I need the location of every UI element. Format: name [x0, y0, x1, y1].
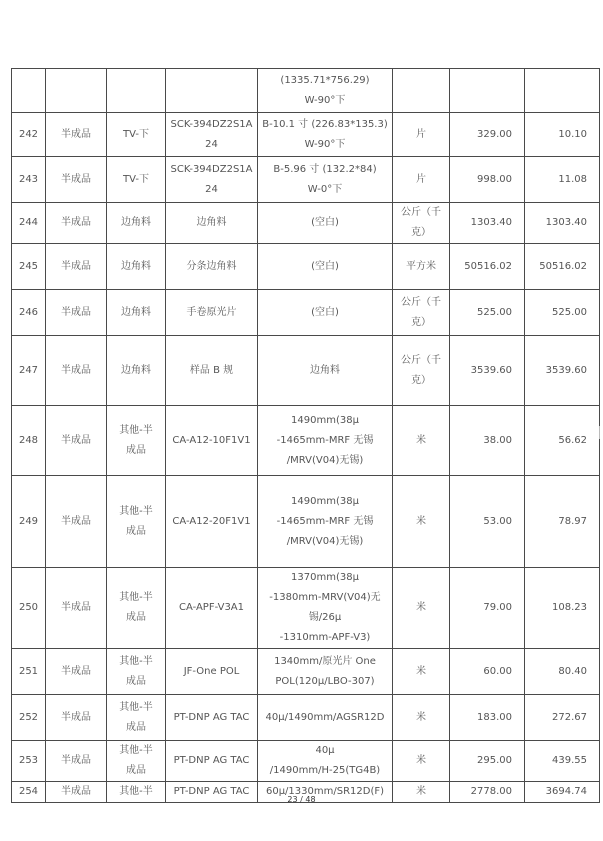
unit-line: 公斤（千 — [401, 296, 441, 308]
category-line: 成品 — [126, 675, 146, 687]
spec-line: -1465mm-MRF 无锡 — [276, 434, 374, 446]
spec-line: -1380mm-MRV(V04)无 — [269, 592, 381, 603]
spec-line: /1490mm/H-25(TG4B) — [269, 765, 381, 776]
cell-amount: 272.67 — [525, 695, 600, 741]
cell-no: 246 — [12, 290, 46, 336]
cell-spec — [258, 244, 393, 290]
cell-code — [166, 336, 258, 406]
table-row — [12, 244, 600, 290]
cell-no: 247 — [12, 336, 46, 406]
cell-amount: 10.10 — [525, 113, 600, 157]
cell-amount: 56.62 — [525, 406, 600, 476]
cell-type: 半成品 — [46, 406, 107, 476]
cell-code — [166, 244, 258, 290]
category-line: 成品 — [126, 765, 146, 776]
category-line: 其他-半 — [119, 505, 153, 517]
cell-qty: 60.00 — [450, 649, 525, 695]
unit-line: 米 — [416, 786, 426, 797]
cell-type: 半成品 — [46, 113, 107, 157]
cell-type: 半成品 — [46, 782, 107, 803]
spec-line: W-0°下 — [307, 183, 343, 195]
spec-line: (空白) — [311, 306, 339, 318]
cell-spec — [258, 406, 393, 476]
cell-no — [12, 69, 46, 113]
cell-no: 251 — [12, 649, 46, 695]
cell-type — [46, 69, 107, 113]
cell-unit — [393, 476, 450, 568]
cell-category — [107, 69, 166, 113]
cell-code — [166, 157, 258, 203]
cell-qty: 329.00 — [450, 113, 525, 157]
code-line: 边角料 — [196, 217, 227, 228]
unit-line: 米 — [416, 602, 426, 613]
cell-qty: 38.00 — [450, 406, 525, 476]
table-row — [12, 113, 600, 157]
page-number: 23 / 48 — [287, 795, 316, 804]
code-line: CA-APF-V3A1 — [178, 602, 245, 613]
cell-category: 边角料 — [107, 203, 166, 244]
table-row — [12, 290, 600, 336]
table-row — [12, 568, 600, 649]
cell-no: 250 — [12, 568, 46, 649]
unit-line: 克） — [411, 227, 431, 238]
cell-no: 245 — [12, 244, 46, 290]
category-line: 其他-半 — [119, 786, 153, 797]
table-row — [12, 741, 600, 782]
cell-category: 边角料 — [107, 244, 166, 290]
cell-code — [166, 695, 258, 741]
cell-no: 254 — [12, 782, 46, 803]
cell-amount: 525.00 — [525, 290, 600, 336]
cell-spec — [258, 157, 393, 203]
cell-qty: 183.00 — [450, 695, 525, 741]
cell-type: 半成品 — [46, 244, 107, 290]
spec-line: -1465mm-MRF 无锡 — [276, 515, 374, 527]
cell-type: 半成品 — [46, 203, 107, 244]
cell-qty: 3539.60 — [450, 336, 525, 406]
cell-qty: 525.00 — [450, 290, 525, 336]
unit-line: 克） — [411, 374, 431, 386]
table-row — [12, 203, 600, 244]
cell-unit — [393, 157, 450, 203]
cell-amount: 11.08 — [525, 157, 600, 203]
cell-category: 边角料 — [107, 290, 166, 336]
cell-type: 半成品 — [46, 695, 107, 741]
unit-line: 平方米 — [406, 260, 436, 272]
spec-line: /MRV(V04)无锡) — [286, 535, 364, 547]
spec-line: 1490mm(38μ — [291, 414, 359, 426]
category-line: 其他-半 — [119, 424, 153, 436]
cell-unit — [393, 113, 450, 157]
spec-line: /MRV(V04)无锡) — [286, 454, 364, 466]
cell-type: 半成品 — [46, 741, 107, 782]
cell-amount: 1303.40 — [525, 203, 600, 244]
cell-code — [166, 203, 258, 244]
code-line: SCK-394DZ2S1A — [170, 163, 253, 175]
spec-line: 40μ — [315, 745, 335, 756]
spec-line: (空白) — [311, 217, 339, 228]
table-row — [12, 336, 600, 406]
unit-line: 公斤（千 — [401, 207, 441, 218]
cell-code — [166, 649, 258, 695]
spec-line: B-10.1 寸 (226.83*135.3) — [262, 118, 388, 130]
category-line: 成品 — [126, 525, 146, 537]
code-line: 手卷原光片 — [186, 306, 237, 318]
cell-no: 253 — [12, 741, 46, 782]
cell-category: 边角料 — [107, 336, 166, 406]
cell-amount: 50516.02 — [525, 244, 600, 290]
cell-type: 半成品 — [46, 157, 107, 203]
category-line: 成品 — [126, 721, 146, 733]
spec-line: 1490mm(38μ — [291, 495, 359, 507]
cell-category — [107, 568, 166, 649]
cell-unit — [393, 244, 450, 290]
spec-line: POL(120μ/LBO-307) — [275, 675, 375, 687]
cell-qty: 53.00 — [450, 476, 525, 568]
spec-line: 边角料 — [310, 364, 340, 376]
cell-no: 249 — [12, 476, 46, 568]
unit-line: 片 — [416, 173, 426, 185]
unit-line: 公斤（千 — [401, 354, 441, 366]
code-line: CA-A12-20F1V1 — [172, 515, 251, 527]
cell-spec — [258, 649, 393, 695]
code-line: CA-A12-10F1V1 — [172, 434, 251, 446]
spec-line: B-5.96 寸 (132.2*84) — [273, 163, 377, 175]
edge-mark — [599, 426, 600, 439]
table-row — [12, 476, 600, 568]
cell-spec — [258, 203, 393, 244]
cell-qty: 79.00 — [450, 568, 525, 649]
spec-line: W-90°下 — [304, 138, 346, 150]
cell-amount: 78.97 — [525, 476, 600, 568]
cell-unit — [393, 649, 450, 695]
spec-line: W-90°下 — [304, 94, 346, 106]
cell-no: 244 — [12, 203, 46, 244]
cell-type: 半成品 — [46, 649, 107, 695]
continuation-row — [12, 69, 600, 113]
spec-line: 锡/26μ — [308, 612, 342, 623]
cell-spec — [258, 568, 393, 649]
code-line: SCK-394DZ2S1A — [170, 118, 253, 130]
cell-category — [107, 476, 166, 568]
cell-amount: 108.23 — [525, 568, 600, 649]
category-line: 其他-半 — [119, 701, 153, 713]
table-row — [12, 695, 600, 741]
cell-spec — [258, 113, 393, 157]
cell-unit — [393, 741, 450, 782]
cell-category — [107, 406, 166, 476]
code-line: PT-DNP AG TAC — [173, 755, 250, 766]
inventory-table — [11, 68, 600, 803]
cell-unit — [393, 290, 450, 336]
code-line: PT-DNP AG TAC — [173, 786, 250, 797]
unit-line: 米 — [416, 665, 426, 677]
cell-type: 半成品 — [46, 336, 107, 406]
code-line: 24 — [205, 183, 218, 195]
category-line: 成品 — [126, 444, 146, 456]
code-line: 分条边角料 — [186, 260, 237, 272]
spec-line: -1310mm-APF-V3) — [279, 632, 371, 643]
unit-line: 米 — [416, 711, 426, 723]
cell-qty: 2778.00 — [450, 782, 525, 803]
cell-unit — [393, 69, 450, 113]
code-line: 样品 B 规 — [189, 364, 234, 376]
cell-amount: 80.40 — [525, 649, 600, 695]
unit-line: 米 — [416, 434, 426, 446]
code-line: 24 — [205, 138, 218, 150]
cell-qty: 1303.40 — [450, 203, 525, 244]
spec-line: 60μ/1330mm/SR12D(F) — [265, 786, 385, 797]
cell-type: 半成品 — [46, 290, 107, 336]
code-line: PT-DNP AG TAC — [173, 711, 250, 723]
cell-category: TV-下 — [107, 113, 166, 157]
cell-unit — [393, 336, 450, 406]
cell-code — [166, 290, 258, 336]
cell-amount: 439.55 — [525, 741, 600, 782]
cell-amount: 3539.60 — [525, 336, 600, 406]
table-row — [12, 157, 600, 203]
cell-spec — [258, 290, 393, 336]
cell-spec — [258, 741, 393, 782]
cell-unit — [393, 203, 450, 244]
cell-unit — [393, 406, 450, 476]
unit-line: 米 — [416, 515, 426, 527]
cell-no: 252 — [12, 695, 46, 741]
cell-qty: 50516.02 — [450, 244, 525, 290]
cell-unit — [393, 695, 450, 741]
table-row — [12, 406, 600, 476]
cell-code — [166, 406, 258, 476]
unit-line: 克） — [411, 316, 431, 328]
cell-type: 半成品 — [46, 568, 107, 649]
cell-code — [166, 741, 258, 782]
cell-category — [107, 741, 166, 782]
spec-line: 1340mm/原光片 One — [274, 655, 376, 667]
cell-type: 半成品 — [46, 476, 107, 568]
spec-line: (1335.71*756.29) — [280, 74, 370, 86]
cell-qty: 295.00 — [450, 741, 525, 782]
table-body — [12, 69, 600, 803]
cell-code — [166, 476, 258, 568]
cell-spec — [258, 695, 393, 741]
cell-category: TV-下 — [107, 157, 166, 203]
cell-spec — [258, 336, 393, 406]
cell-code — [166, 69, 258, 113]
category-line: 其他-半 — [119, 592, 153, 603]
cell-unit — [393, 568, 450, 649]
spec-line: 1370mm(38μ — [291, 572, 359, 583]
cell-no: 242 — [12, 113, 46, 157]
spec-line: (空白) — [311, 260, 339, 272]
cell-category — [107, 649, 166, 695]
category-line: 成品 — [126, 612, 146, 623]
cell-no: 243 — [12, 157, 46, 203]
cell-qty: 998.00 — [450, 157, 525, 203]
unit-line: 米 — [416, 755, 426, 766]
category-line: 其他-半 — [119, 655, 153, 667]
cell-spec — [258, 69, 393, 113]
cell-category — [107, 695, 166, 741]
cell-amount: 3694.74 — [525, 782, 600, 803]
cell-code — [166, 568, 258, 649]
cell-no: 248 — [12, 406, 46, 476]
table-row — [12, 649, 600, 695]
spec-line: 40μ/1490mm/AGSR12D — [265, 711, 385, 723]
cell-qty — [450, 69, 525, 113]
code-line: JF-One POL — [183, 665, 240, 677]
cell-code — [166, 113, 258, 157]
cell-spec — [258, 476, 393, 568]
unit-line: 片 — [416, 128, 426, 140]
category-line: 其他-半 — [119, 745, 153, 756]
cell-amount — [525, 69, 600, 113]
